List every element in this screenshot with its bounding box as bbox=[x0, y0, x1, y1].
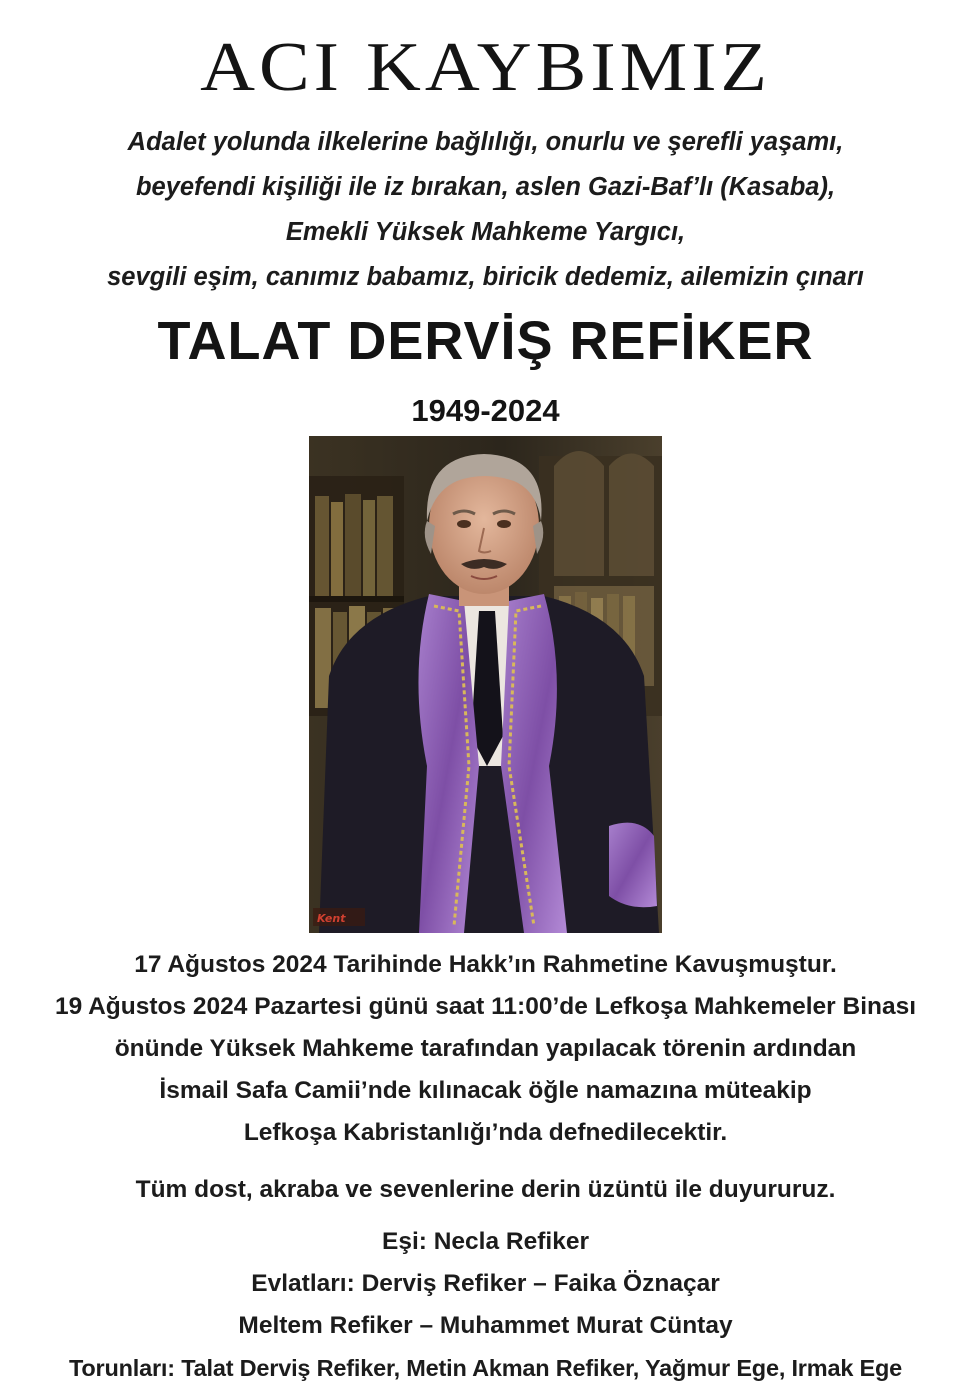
family-spouse: Eşi: Necla Refiker bbox=[382, 1228, 589, 1255]
announcement-line-3: önünde Yüksek Mahkeme tarafından yapılacak törenin ardından bbox=[114, 1035, 857, 1062]
tribute-line-2: beyefendi kişiliği ile iz bırakan, aslen Gazi-Baf’lı (Kasaba), bbox=[135, 173, 836, 201]
announcement-text bbox=[0, 944, 971, 1154]
tribute-line-1: Adalet yolunda ilkelerine bağlılığı, onurlu ve şerefli yaşamı, bbox=[127, 128, 844, 156]
announcement-line-2: 19 Ağustos 2024 Pazartesi günü saat 11:00’de Lefkoşa Mahkemeler Binası bbox=[54, 993, 917, 1020]
life-years: 1949-2024 bbox=[411, 393, 560, 428]
announcement-line-4: İsmail Safa Camii’nde kılınacak öğle namazına müteakip bbox=[159, 1077, 812, 1104]
deceased-name: TALAT DERVİŞ REFİKER bbox=[157, 311, 814, 371]
family-list bbox=[0, 1221, 971, 1389]
tribute-line-3: Emekli Yüksek Mahkeme Yargıcı, bbox=[285, 218, 686, 246]
closing-text: Tüm dost, akraba ve sevenlerine derin üzüntü ile duyururuz. bbox=[135, 1176, 836, 1203]
announcement-line-1: 17 Ağustos 2024 Tarihinde Hakk’ın Rahmetine Kavuşmuştur. bbox=[134, 951, 837, 978]
tribute-text bbox=[20, 120, 951, 300]
tribute-line-4: sevgili eşim, canımız babamız, biricik dedemiz, ailemizin çınarı bbox=[107, 263, 864, 291]
family-children-2: Meltem Refiker – Muhammet Murat Cüntay bbox=[238, 1312, 733, 1339]
svg-text:Kent: Kent bbox=[317, 912, 346, 925]
portrait-photo bbox=[309, 436, 662, 933]
notice-title: ACI KAYBIMIZ bbox=[200, 28, 771, 106]
family-children-1: Evlatları: Derviş Refiker – Faika Öznaçar bbox=[251, 1270, 720, 1297]
announcement-line-5: Lefkoşa Kabristanlığı’nda defnedilecektir. bbox=[243, 1119, 728, 1146]
family-grandchildren: Torunları: Talat Derviş Refiker, Metin Akman Refiker, Yağmur Ege, Irmak Ege bbox=[68, 1355, 903, 1381]
